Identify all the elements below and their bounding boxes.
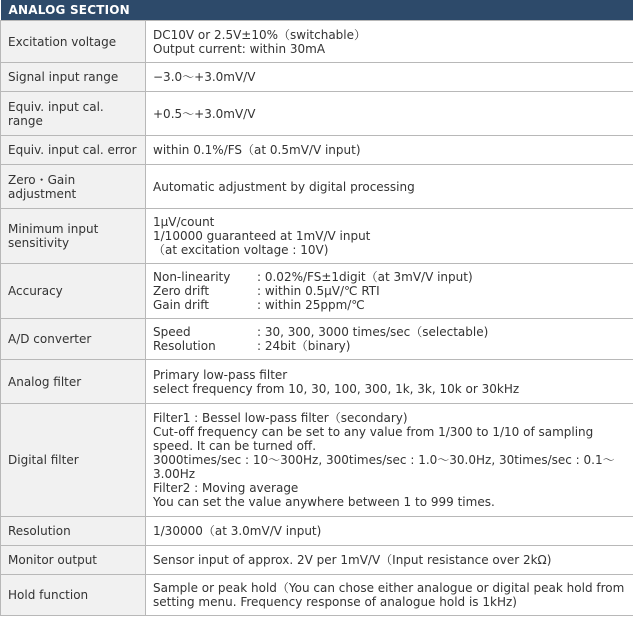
- spec-value: [146, 360, 633, 404]
- pair-value: : 0.02%/FS±1digit（at 3mV/V input): [257, 270, 473, 284]
- spec-label: Analog filter: [1, 360, 146, 404]
- spec-value: [146, 92, 633, 136]
- value-line: 1/30000（at 3.0mV/V input): [153, 524, 322, 538]
- value-line: Primary low-pass filter: [153, 367, 288, 382]
- pair-key: Gain drift: [153, 298, 210, 312]
- spec-row-monitor-output: [1, 546, 633, 575]
- pair-key: Speed: [153, 325, 191, 339]
- pair-key: Non-linearity: [153, 270, 231, 284]
- value-line: DC10V or 2.5V±10%（switchable）: [153, 27, 367, 42]
- value-line: −3.0～+3.0mV/V: [153, 70, 256, 84]
- spec-label: Excitation voltage: [1, 21, 146, 63]
- spec-value: [146, 575, 633, 616]
- spec-label: A/D converter: [1, 319, 146, 360]
- spec-row-signal-input-range: [1, 63, 633, 92]
- spec-label: Resolution: [1, 517, 146, 546]
- value-line: Automatic adjustment by digital processing: [153, 179, 415, 194]
- value-line: You can set the value anywhere between 1 to 999 times.: [153, 495, 495, 509]
- value-line: +0.5～+3.0mV/V: [153, 106, 256, 121]
- spec-value: [146, 264, 633, 319]
- spec-value: [146, 546, 633, 575]
- pair-value: : 24bit（binary): [257, 339, 351, 353]
- value-line: Filter1 : Bessel low-pass filter（secondary): [153, 411, 408, 425]
- spec-label: Minimum input sensitivity: [1, 209, 146, 264]
- pair-value: : 30, 300, 3000 times/sec（selectable): [257, 325, 489, 339]
- spec-label: Signal input range: [1, 63, 146, 92]
- spec-row-excitation-voltage: [1, 21, 633, 63]
- section-header-row: [1, 0, 633, 21]
- value-line: 3000times/sec : 10～300Hz, 300times/sec : 1.0～30.0Hz, 30times/sec : 0.1～3.00Hz: [153, 453, 615, 481]
- pair-value: : within 25ppm/℃: [257, 298, 365, 312]
- spec-row-hold-function: [1, 575, 633, 616]
- value-pair: [153, 270, 627, 284]
- value-line: Sample or peak hold（You can chose either analogue or digital peak hold from setting menu. Frequency response of analogue hold is 1kHz): [153, 581, 625, 609]
- spec-label: Equiv. input cal. error: [1, 136, 146, 165]
- spec-value: [146, 209, 633, 264]
- spec-value: [146, 319, 633, 360]
- value-line: 1/10000 guaranteed at 1mV/V input: [153, 229, 371, 243]
- spec-label: Digital filter: [1, 404, 146, 517]
- value-line: Filter2 : Moving average: [153, 481, 299, 495]
- spec-row-zero-gain-adjustment: [1, 165, 633, 209]
- spec-label: Monitor output: [1, 546, 146, 575]
- spec-value: [146, 63, 633, 92]
- value-line: select frequency from 10, 30, 100, 300, 1k, 3k, 10k or 30kHz: [153, 381, 520, 396]
- spec-row-analog-filter: [1, 360, 633, 404]
- value-pair: [153, 339, 627, 353]
- pair-key: Zero drift: [153, 284, 210, 298]
- value-line: Cut-off frequency can be set to any value from 1/300 to 1/10 of sampling speed. It can be turned off.: [153, 425, 594, 453]
- spec-row-equiv-input-cal-error: [1, 136, 633, 165]
- pair-key: Resolution: [153, 339, 216, 353]
- spec-row-minimum-input-sensitivity: [1, 209, 633, 264]
- spec-value: [146, 165, 633, 209]
- value-pair: [153, 298, 627, 312]
- value-line: Output current: within 30mA: [153, 41, 326, 56]
- spec-value: [146, 517, 633, 546]
- spec-label: Hold function: [1, 575, 146, 616]
- spec-row-equiv-input-cal-range: [1, 92, 633, 136]
- value-line: within 0.1%/FS（at 0.5mV/V input): [153, 143, 361, 157]
- spec-row-resolution: [1, 517, 633, 546]
- spec-value: [146, 404, 633, 517]
- spec-row-digital-filter: [1, 404, 633, 517]
- spec-label: Equiv. input cal. range: [1, 92, 146, 136]
- value-line: 1μV/count: [153, 215, 215, 229]
- pair-value: : within 0.5μV/℃ RTI: [257, 284, 380, 298]
- spec-value: [146, 136, 633, 165]
- value-line: Sensor input of approx. 2V per 1mV/V（Input resistance over 2kΩ): [153, 553, 552, 567]
- spec-value: [146, 21, 633, 63]
- spec-row-accuracy: [1, 264, 633, 319]
- spec-label: Zero・Gain adjustment: [1, 165, 146, 209]
- spec-label: Accuracy: [1, 264, 146, 319]
- value-pair: [153, 284, 627, 298]
- spec-row-ad-converter: [1, 319, 633, 360]
- section-title: ANALOG SECTION: [1, 0, 633, 21]
- value-pair: [153, 325, 627, 339]
- value-line: （at excitation voltage : 10V): [153, 243, 329, 257]
